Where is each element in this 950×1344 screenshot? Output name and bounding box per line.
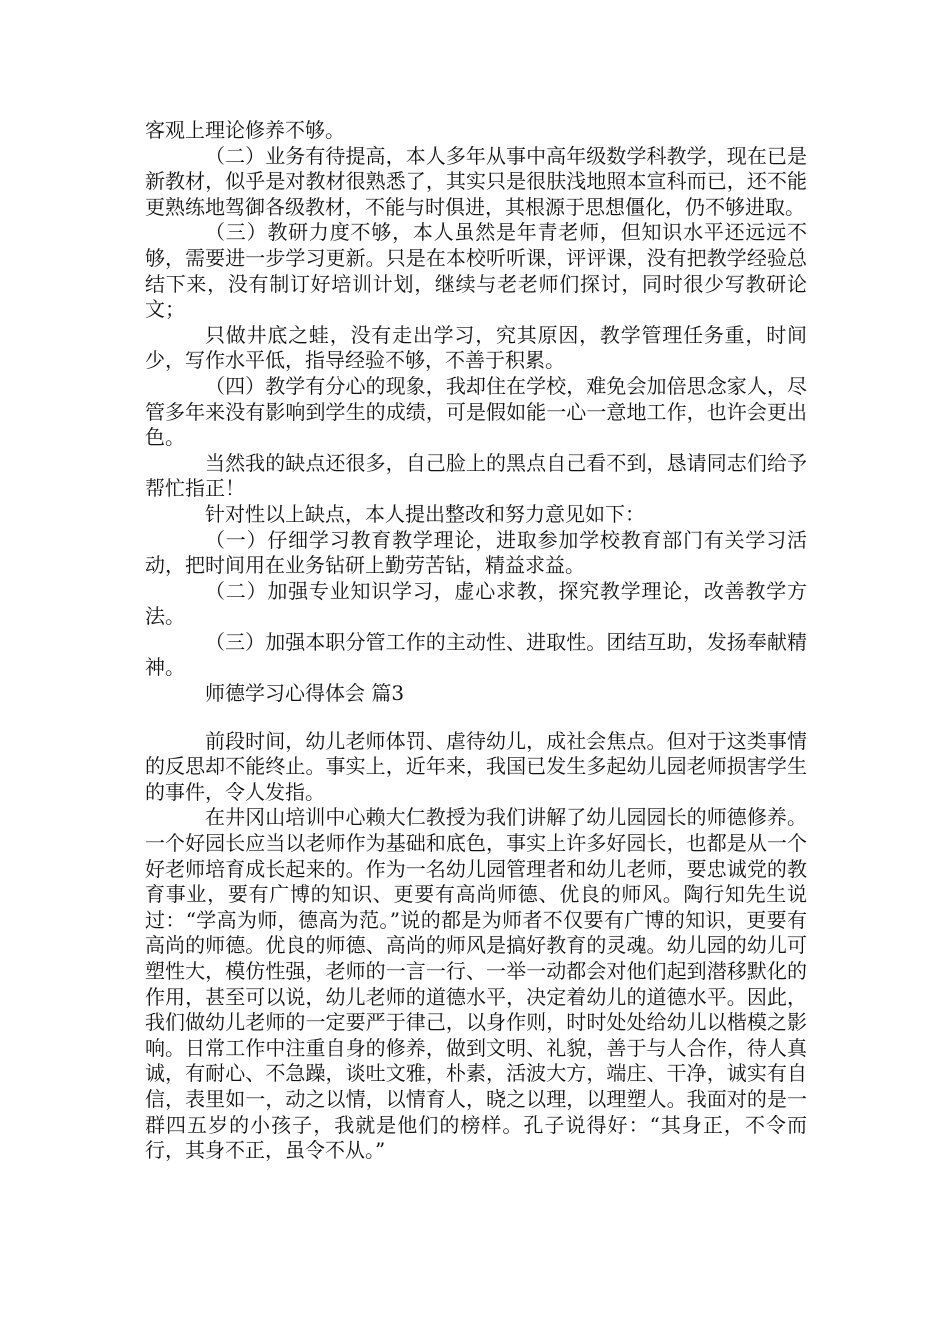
paragraph-item-3: （三）教研力度不够，本人虽然是年青老师，但知识水平还远远不够，需要进一步学习更新。只是在本校听听课，评评课，没有把教学经验总结下来，没有制订好培训计划，继续与老老师们探讨，同时很少写教研论文； xyxy=(145,220,807,322)
paragraph-plan-1: （一）仔细学习教育教学理论，进取参加学校教育部门有关学习活动，把时间用在业务钻研上勤劳苦钻，精益求益。 xyxy=(145,527,807,578)
paragraph-plan-3: （三）加强本职分管工作的主动性、进取性。团结互助，发扬奉献精神。 xyxy=(145,629,807,680)
document-page xyxy=(145,118,807,1164)
section-paragraph-2: 在井冈山培训中心赖大仁教授为我们讲解了幼儿园园长的师德修养。一个好园长应当以老师作为基础和底色，事实上许多好园长，也都是从一个好老师培育成长起来的。作为一名幼儿园管理者和幼儿老师，要忠诚党的教育事业，要有广博的知识、更要有高尚师德、优良的师风。陶行知先生说过：“学高为师，德高为范。”说的都是为师者不仅要有广博的知识，更要有高尚的师德。优良的师德、高尚的师风是搞好教育的灵魂。幼儿园的幼儿可塑性大，模仿性强，老师的一言一行、一举一动都会对他们起到潜移默化的作用，甚至可以说，幼儿老师的道德水平，决定着幼儿的道德水平。因此，我们做幼儿老师的一定要严于律己，以身作则，时时处处给幼儿以楷模之影响。日常工作中注重自身的修养，做到文明、礼貌，善于与人合作，待人真诚，有耐心、不急躁，谈吐文雅，朴素，活波大方，端庄、干净，诚实有自信，表里如一，动之以情，以情育人，晓之以理，以理塑人。我面对的是一群四五岁的小孩子，我就是他们的榜样。孔子说得好：“其身正，不令而行，其身不正，虽令不从。” xyxy=(145,805,807,1163)
paragraph-continuation: 客观上理论修养不够。 xyxy=(145,118,345,142)
paragraph-item-2: （二）业务有待提高，本人多年从事中高年级数学科教学，现在已是新教材，似乎是对教材很熟悉了，其实只是很肤浅地照本宣科而已，还不能更熟练地驾御各级教材，不能与时俱进，其根源于思想僵化，仍不够进取。 xyxy=(145,143,807,219)
section-paragraph-1: 前段时间，幼儿老师体罚、虐待幼儿，成社会焦点。但对于这类事情的反思却不能终止。事实上，近年来，我国已发生多起幼儿园老师损害学生的事件，令人发指。 xyxy=(145,728,807,804)
section-title: 师德学习心得体会 篇3 xyxy=(205,681,405,706)
paragraph-item-4: （四）教学有分心的现象，我却住在学校，难免会加倍思念家人，尽管多年来没有影响到学生的成绩，可是假如能一心一意地工作，也许会更出色。 xyxy=(145,373,807,450)
paragraph-reason: 只做井底之蛙，没有走出学习，究其原因，教学管理任务重，时间少，写作水平低，指导经验不够，不善于积累。 xyxy=(145,322,807,373)
paragraph-plan-2: （二）加强专业知识学习，虚心求教，探究教学理论，改善教学方法。 xyxy=(145,578,807,629)
paragraph-request: 当然我的缺点还很多，自己脸上的黑点自己看不到，恳请同志们给予帮忙指正！ xyxy=(145,450,807,501)
paragraph-plan-intro: 针对性以上缺点，本人提出整改和努力意见如下： xyxy=(205,501,645,526)
